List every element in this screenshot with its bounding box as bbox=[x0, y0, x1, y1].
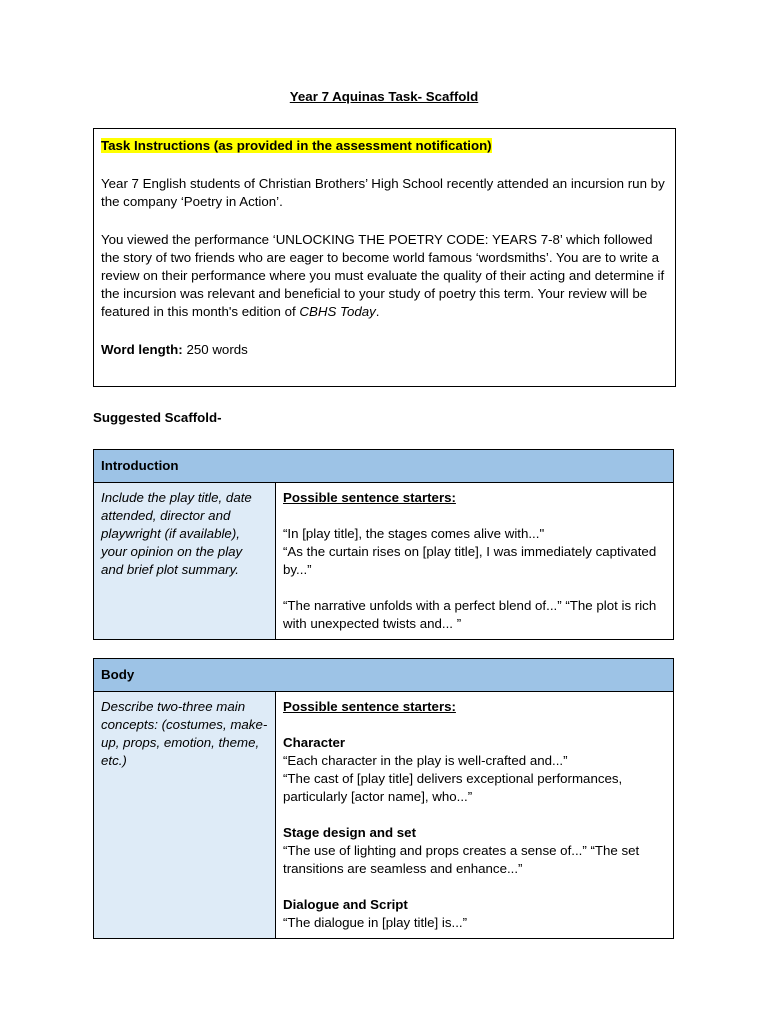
stage-design-heading: Stage design and set bbox=[283, 825, 417, 840]
introduction-header: Introduction bbox=[94, 450, 674, 483]
body-table bbox=[93, 658, 674, 939]
page-title: Year 7 Aquinas Task- Scaffold bbox=[289, 89, 479, 104]
task-instructions-heading: Task Instructions (as provided in the assessment notification) bbox=[101, 138, 492, 153]
task-paragraph-2-text: You viewed the performance ‘UNLOCKING THE POETRY CODE: YEARS 7-8’ which followed the story of two friends who are eager to become world famous ‘wordsmiths’. You are to write a review on their performance where you must evaluate the quality of their acting and determine if the incursion was relevant and beneficial to your study of poetry this term. Your review will be featured in this month's edition of bbox=[101, 232, 665, 319]
introduction-starter-3: “The narrative unfolds with a perfect blend of...” “The plot is rich with unexpected twists and... ” bbox=[283, 598, 657, 631]
introduction-starter-1: “In [play title], the stages comes alive with..." bbox=[283, 526, 545, 541]
body-starters bbox=[276, 692, 674, 939]
task-paragraph-2 bbox=[101, 231, 668, 321]
word-length bbox=[101, 341, 668, 359]
task-paragraph-2-end: . bbox=[375, 304, 380, 319]
body-header: Body bbox=[94, 659, 674, 692]
character-starter-1: “Each character in the play is well-crafted and...” bbox=[283, 753, 568, 768]
character-heading: Character bbox=[283, 735, 346, 750]
introduction-starter-2: “As the curtain rises on [play title], I was immediately captivated by...” bbox=[283, 544, 657, 577]
task-instructions-box bbox=[93, 128, 676, 387]
dialogue-heading: Dialogue and Script bbox=[283, 897, 408, 912]
introduction-guidance: Include the play title, date attended, director and playwright (if available), your opinion on the play and brief plot summary. bbox=[94, 483, 276, 640]
word-length-label: Word length: bbox=[101, 342, 183, 357]
body-guidance: Describe two-three main concepts: (costumes, make-up, props, emotion, theme, etc.) bbox=[94, 692, 276, 939]
word-length-value: 250 words bbox=[182, 342, 248, 357]
dialogue-starter: “The dialogue in [play title] is...” bbox=[283, 915, 468, 930]
introduction-starters bbox=[276, 483, 674, 640]
body-starters-label: Possible sentence starters: bbox=[283, 699, 456, 714]
introduction-starters-label: Possible sentence starters: bbox=[283, 490, 456, 505]
task-paragraph-1: Year 7 English students of Christian Brothers’ High School recently attended an incursion run by the company ‘Poetry in Action’. bbox=[101, 176, 665, 209]
introduction-table bbox=[93, 449, 674, 640]
character-starter-2: “The cast of [play title] delivers exceptional performances, particularly [actor name], who...” bbox=[283, 771, 623, 804]
publication-name: CBHS Today bbox=[299, 304, 376, 319]
suggested-scaffold-label: Suggested Scaffold- bbox=[93, 410, 222, 425]
stage-design-starter: “The use of lighting and props creates a sense of...” “The set transitions are seamless and enhance...” bbox=[283, 843, 640, 876]
